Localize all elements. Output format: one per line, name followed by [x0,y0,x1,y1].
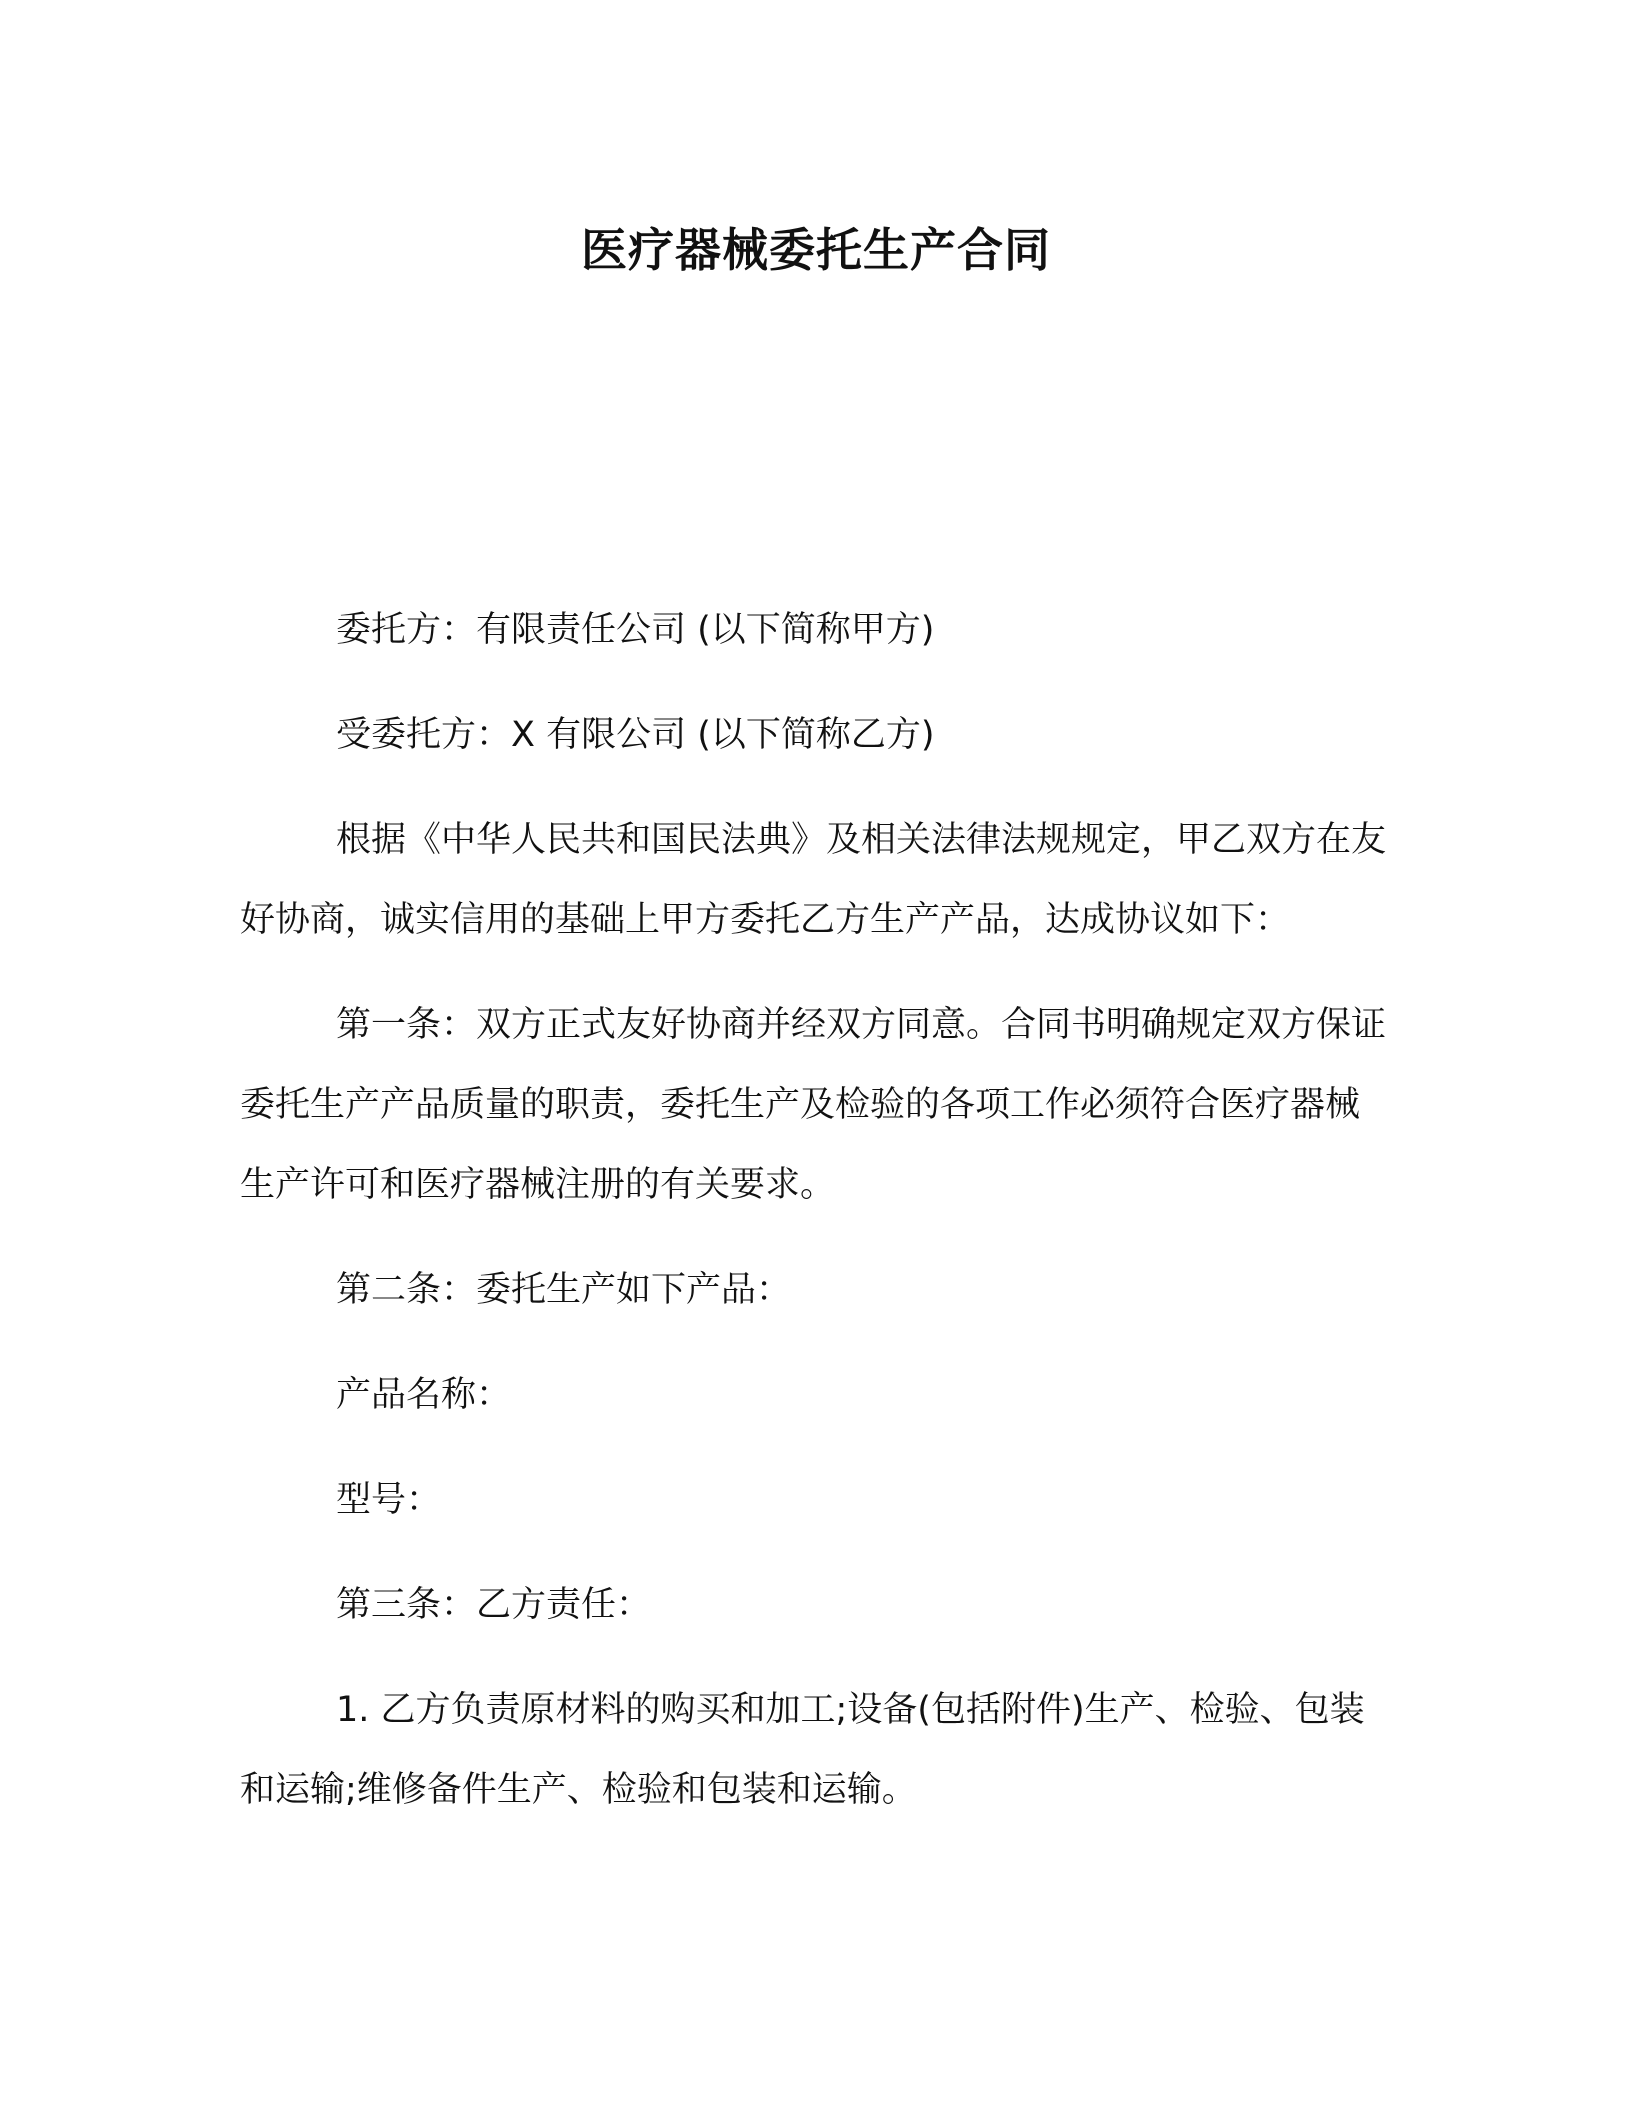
paragraph-article-3-item-1: 1. 乙方负责原材料的购买和加工;设备(包括附件)生产、检验、包装和运输;维修备件生产、检验和包装和运输。 [240,1690,1365,1810]
document-body [240,590,1386,1855]
paragraph-product-name: 产品名称： [336,1375,512,1415]
paragraph-article-3: 第三条：乙方责任： [336,1585,652,1625]
paragraph-article-1: 第一条：双方正式友好协商并经双方同意。合同书明确规定双方保证委托生产产品质量的职责，委托生产及检验的各项工作必须符合医疗器械生产许可和医疗器械注册的有关要求。 [240,1005,1387,1205]
paragraph-entrusted-party: 受委托方：X 有限公司 (以下简称乙方) [336,715,935,755]
paragraph-entrusting-party: 委托方：有限责任公司 (以下简称甲方) [336,610,935,650]
paragraph-article-2: 第二条：委托生产如下产品： [336,1270,792,1310]
paragraph-preamble: 根据《中华人民共和国民法典》及相关法律法规规定，甲乙双方在友好协商，诚实信用的基础上甲方委托乙方生产产品，达成协议如下： [240,820,1387,940]
document-title: 医疗器械委托生产合同 [581,223,1051,277]
paragraph-model: 型号： [336,1480,442,1520]
